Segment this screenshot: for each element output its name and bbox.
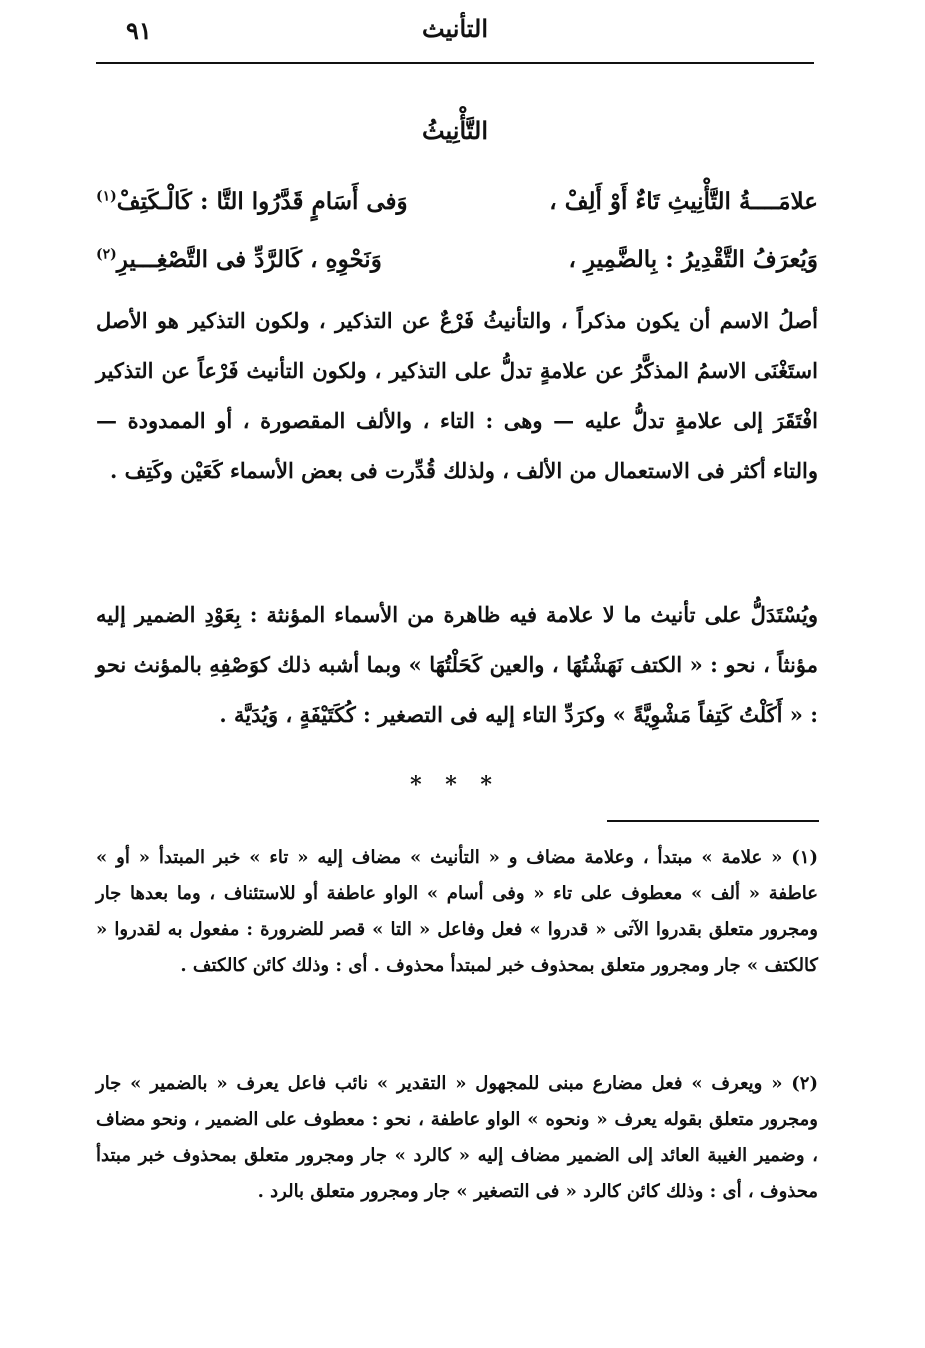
verse-second-hemistich [96, 246, 382, 273]
verse-second-hemistich-text: وَفى أَسَامٍ قَدَّرُوا التَّا : كَالْـكَتِفْ [116, 188, 408, 215]
body-paragraph: أصلُ الاسم أن يكون مذكراً ، والتأنيثُ فَرْعٌ عن التذكير ، ولكون التذكير هو الأصل استَغْنَى الاسمُ المذكَّرُ عن علامةٍ تدلُّ على التذكير ، ولكون التأنيث فَرْعاً عن التذكير افْتَقَرَ إلى علامةٍ تدلُّ عليه — وهى : التاء ، والألف المقصورة ، أو الممدودة — والتاء أكثر فى الاستعمال من الألف ، ولذلك قُدِّرت فى بعض الأسماء كَعَيْن وكَتِف . [96, 308, 818, 483]
footnote-rule [607, 820, 819, 822]
section-separator: * * * [410, 772, 500, 798]
verse-second-hemistich-text: وَنَحْوِهِ ، كَالرَّدِّ فى التَّصْغِـــيرِ [116, 246, 382, 273]
body-paragraph: ويُسْتَدَلُّ على تأنيث ما لا علامة فيه ظاهرة من الأسماء المؤنثة : بِعَوْدِ الضمير إليه مؤنثاً ، نحو : « الكتف نَهَشْتُهَا ، والعين كَحَلْتُهَا » وبما أشبه ذلك كوَصْفِهِ بالمؤنث نحو : « أَكَلْتُ كَتِفاً مَشْوِيَّةً » وكرَدِّ التاء إليه فى التصغير : كُكَتَيْفَةٍ ، وَيُدَيَّة . [96, 602, 818, 727]
page-header [96, 14, 814, 58]
verse-second-hemistich [96, 188, 408, 215]
running-title: التأنيث [421, 14, 489, 43]
footnote-marker: (١) [96, 188, 117, 205]
verse-first-hemistich: وَيُعرَفُ التَّقْدِيرُ : بِالضَّمِيرِ ، [568, 246, 818, 273]
footnote: (١) « علامة » مبتدأ ، وعلامة مضاف و « التأنيث » مضاف إليه « تاء » خبر المبتدأ « أو » عاطفة « ألف » معطوف على تاء « وفى أسام » الواو عاطفة أو للاستئناف ، وما بعدها جار ومجرور متعلق بقدروا الآتى « قدروا » فعل وفاعل « التا » قصر للضرورة : مفعول به لقدروا « كالكتف » جار ومجرور متعلق بمحذوف خبر لمبتدأ محذوف . أى : وذلك كائن كالكتف . [96, 847, 818, 976]
verse-line [96, 188, 818, 228]
page-number: ٩١ [126, 16, 152, 45]
verse-line [96, 246, 818, 286]
footnote-marker: (٢) [96, 246, 117, 263]
header-rule [96, 62, 814, 64]
verse-first-hemistich: علامَــــةُ التَّأْنِيثِ تَاءٌ أَوْ أَلِفْ ، [549, 188, 818, 215]
section-title: التَّأْنِيثُ [421, 116, 489, 145]
footnote: (٢) « ويعرف » فعل مضارع مبنى للمجهول « التقدير » نائب فاعل يعرف « بالضمير » جار ومجرور متعلق بقوله يعرف « ونحوه » الواو عاطفة ، نحو : معطوف على الضمير ، ونحو مضاف ، وضمير الغيبة العائد إلى الضمير مضاف إليه « كالرد » جار ومجرور متعلق بمحذوف خبر مبتدأ محذوف ، أى : وذلك كائن كالرد « فى التصغير » جار ومجرور متعلق بالرد . [96, 1073, 818, 1202]
